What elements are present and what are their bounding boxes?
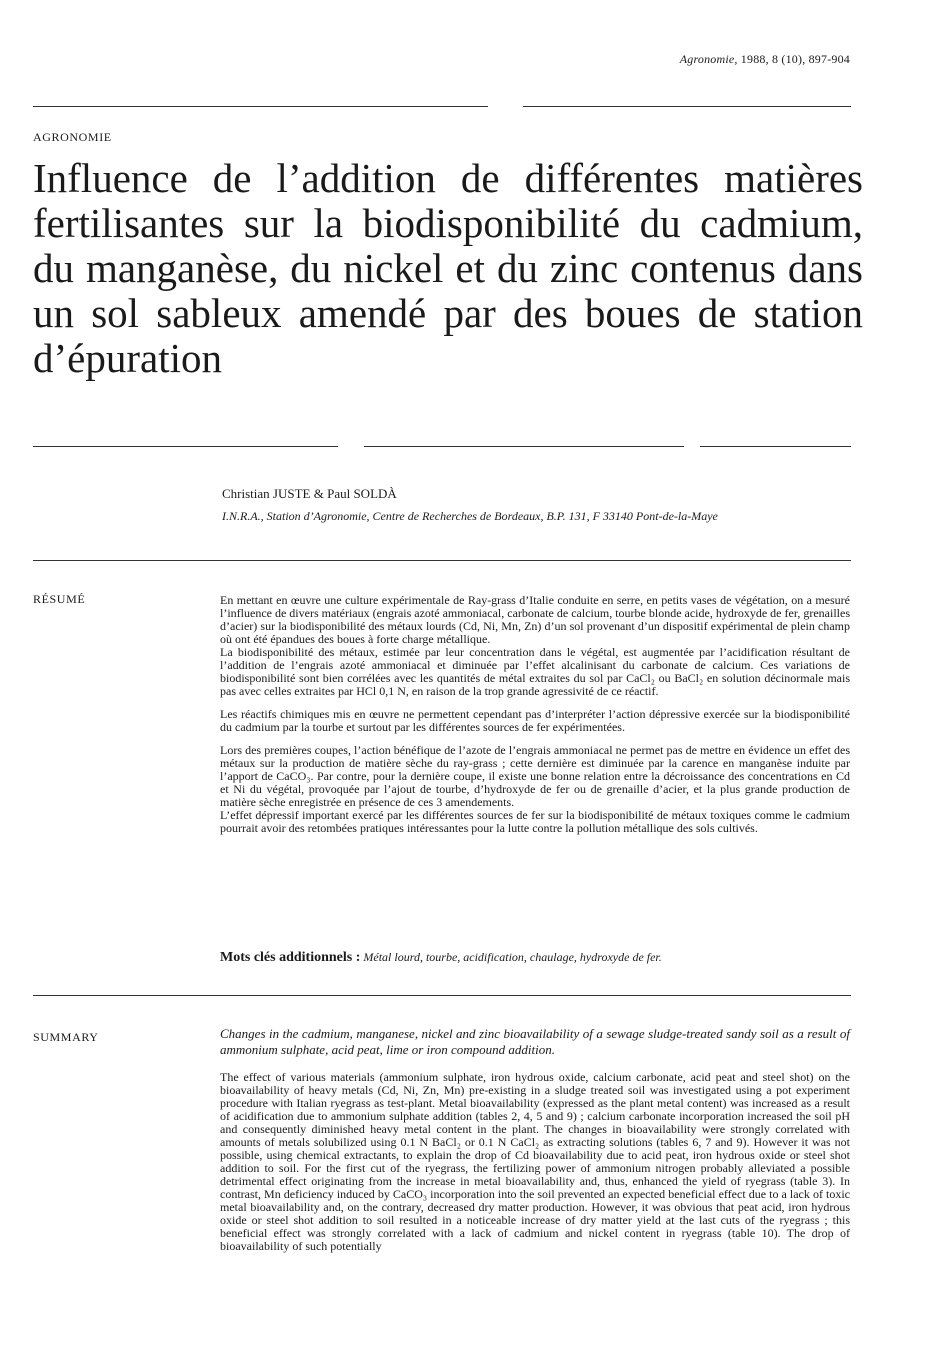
resume-paragraph: La biodisponibilité des métaux, estimée par leur concentration dans le végétal, est augmentée par l’acidification résultant de l’addition de l’engrais azoté ammoniacal et diminuée par l’effet alcalinisant du carbonate de calcium. Ces variations de biodisponibilité sont bien corrélées avec les quantités de métal extraites du sol par CaCl₂ ou BaCl₂ en solution décinormale mais pas avec celles extraites par HCl 0,1 N, en raison de la trop grande agressivité de ce réactif. (220, 645, 850, 698)
affiliation-rule (33, 560, 851, 561)
title-rule-middle (364, 446, 684, 447)
summary-title: Changes in the cadmium, manganese, nickel and zinc bioavailability of a sewage sludge-treated sandy soil as a result of ammonium sulphate, acid peat, lime or iron compound addition. (220, 1026, 850, 1057)
article-title: Influence de l’addition de différentes matières fertilisantes sur la biodisponibilité du cadmium, du manganèse, du nickel et du zinc contenus dans un sol sableux amendé par des boues de station d’épuration (33, 155, 863, 381)
authors: Christian JUSTE & Paul SOLDÀ (222, 486, 397, 501)
title-rule-right (700, 446, 851, 447)
header-rule-left (33, 106, 488, 107)
keywords-label: Mots clés additionnels : (220, 950, 361, 965)
title-rule-left (33, 446, 338, 447)
journal-reference (680, 52, 850, 67)
resume-label: RÉSUMÉ (33, 592, 86, 606)
resume-body (220, 594, 850, 835)
resume-paragraph: Lors des premières coupes, l’action bénéfique de l’azote de l’engrais ammoniacal ne permet pas de mettre en évidence un effet des métaux sur la production de matière sèche du ray-grass ; cette dernière est diminuée par la carence en manganèse induite par l’apport de CaCO₃. Par contre, pour la dernière coupe, il existe une bonne relation entre la décroissance des concentrations en Cd et Ni du végétal, provoquée par l’ajout de tourbe, d’hydroxyde de fer ou de grenaille d’acier, et la plus grande production de matière sèche enregistrée en présence de ces 3 amendements. (220, 743, 850, 809)
header-rule-right (523, 106, 851, 107)
summary-label: SUMMARY (33, 1030, 99, 1044)
summary-paragraph: The effect of various materials (ammonium sulphate, iron hydrous oxide, calcium carbonate, acid peat and steel shot) on the bioavailability of heavy metals (Cd, Ni, Zn, Mn) pre-existing in a sludge treated soil was investigated using a pot experiment procedure with Italian ryegrass as test-plant. Metal bioavailability (expressed as the plant metal content) was increased as a result of acidification due to ammonium sulphate addition (tables 2, 4, 5 and 9) ; calcium carbonate incorporation increased the soil pH and consequently diminished heavy metal content in the plant. The changes in bioavailability were strongly correlated with amounts of metals solubilized using 0.1 N BaCl₂ or 0.1 N CaCl₂ as extracting solutions (tables 6, 7 and 9). However it was not possible, using chemical extractants, to explain the drop of Cd bioavailability due to acid peat, iron hydrous oxide or steel shot addition to soil. For the first cut of the ryegrass, the fertilizing power of ammonium nitrogen probably alleviated a possible detrimental effect originating from the increase in metal bioavailability and, thus, enhanced the yield of ryegrass (table 3). In contrast, Mn deficiency induced by CaCO₃ incorporation into the soil prevented an expected beneficial effect due to a lack of toxic metal bioavailability and, on the contrary, decreased dry matter production. However, it was obvious that peat acid, iron hydrous oxide or steel shot addition to soil resulted in a noticeable increase of dry matter yield at the last cuts of the ryegrass ; this beneficial effect was strongly correlated with a lack of cadmium and nickel content in ryegrass (table 10). The drop of bioavailability of such potentially (220, 1070, 850, 1253)
resume-rule (33, 995, 851, 996)
resume-paragraph: Les réactifs chimiques mis en œuvre ne permettent cependant pas d’interpréter l’action dépressive exercée sur la biodisponibilité du cadmium par la tourbe et surtout par les différentes sources de fer expérimentées. (220, 707, 850, 734)
resume-paragraph: L’effet dépressif important exercé par les différentes sources de fer sur la biodisponibilité de métaux toxiques comme le cadmium pourrait avoir des retombées pratiques intéressantes pour la lutte contre la pollution métallique des sols cultivés. (220, 808, 850, 835)
affiliation: I.N.R.A., Station d’Agronomie, Centre de Recherches de Bordeaux, B.P. 131, F 33140 Pont-de-la-Maye (222, 509, 718, 523)
keywords (220, 950, 662, 966)
journal-volume-pages: 1988, 8 (10), 897-904 (737, 52, 850, 66)
keywords-list: Métal lourd, tourbe, acidification, chaulage, hydroxyde de fer. (360, 950, 662, 964)
journal-name: Agronomie, (679, 52, 738, 66)
summary-body (220, 1071, 850, 1253)
section-label: AGRONOMIE (33, 130, 112, 144)
resume-paragraph: En mettant en œuvre une culture expérimentale de Ray-grass d’Italie conduite en serre, en petits vases de végétation, on a mesuré l’influence de divers matériaux (engrais azoté ammoniacal, carbonate de calcium, tourbe blonde acide, hydroxyde de fer, grenailles d’acier) sur la biodisponibilité des métaux lourds (Cd, Ni, Mn, Zn) d’un sol provenant d’un dispositif expérimental de plein champ où ont été épandues des boues à forte charge métallique. (220, 593, 850, 646)
